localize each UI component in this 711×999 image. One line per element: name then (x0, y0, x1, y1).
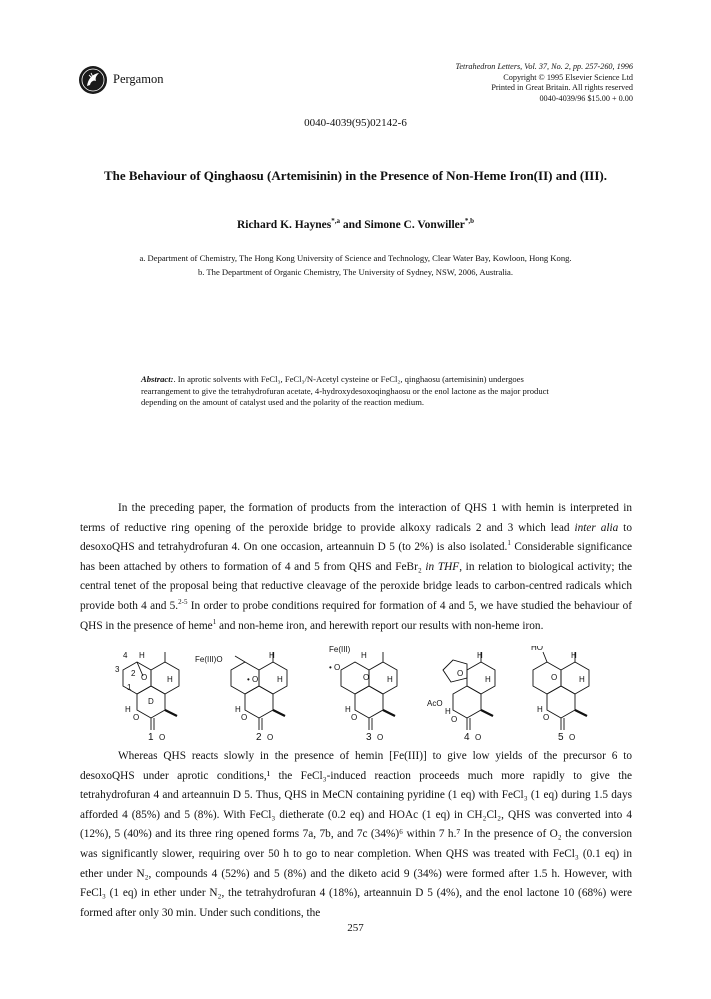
printed-line: Printed in Great Britain. All rights reserved (491, 83, 633, 93)
s3-carbonyl-o: O (377, 733, 384, 742)
s2-oxy-radical: • O (247, 675, 259, 684)
s1-position-2: 2 (131, 669, 136, 678)
s4-o-furan: O (457, 669, 464, 678)
s4-h-top: H (477, 651, 483, 660)
body-paragraph-2 (80, 747, 632, 923)
s5-o-bridge: O (551, 673, 558, 682)
body-paragraph-1 (80, 499, 632, 636)
s5-o-ring: O (543, 713, 550, 722)
s2-h-mid: H (277, 675, 283, 684)
s1-h-top: H (139, 651, 145, 660)
affiliations (0, 251, 711, 279)
page-number: 257 (347, 922, 364, 934)
s1-position-3: 3 (115, 665, 120, 674)
doi: 0040-4039(95)02142-6 (304, 117, 407, 129)
author-joiner: and (339, 219, 365, 231)
compound-number-2: 2 (256, 732, 262, 743)
s3-dot-o: • O (329, 663, 341, 672)
s2-fe3o: Fe(III)O (195, 655, 223, 664)
p1-italic-in-thf: in THF (425, 560, 460, 573)
s2-h-low: H (235, 705, 241, 714)
s1-o-bridge: O (141, 673, 148, 682)
author-vonwiller: Simone C. Vonwiller (364, 219, 465, 231)
compound-number-4: 4 (464, 732, 470, 743)
s5-h-low: H (537, 705, 543, 714)
affiliation-b: b. The Department of Organic Chemistry, The University of Sydney, NSW, 2006, Australia. (197, 267, 514, 277)
structure-2 (231, 652, 287, 730)
s5-h-mid: H (579, 675, 585, 684)
compound-number-3: 3 (366, 732, 372, 743)
publisher-name: Pergamon (113, 72, 164, 86)
issn-price-line: 0040-4039/96 $15.00 + 0.00 (539, 93, 633, 103)
s3-o-ring: O (351, 713, 358, 722)
s3-h-low: H (345, 705, 351, 714)
citation-block (456, 62, 633, 104)
s1-carbonyl-o: O (159, 733, 166, 742)
structure-5 (533, 652, 589, 730)
pergamon-logo (78, 65, 108, 95)
s5-carbonyl-o: O (569, 733, 576, 742)
s1-position-4: 4 (123, 651, 128, 660)
p1-text-c: Considerable significance has been attached by others to formation of 4 and 5 from QHS and FeBr₂ (80, 541, 632, 573)
s2-o-ring: O (241, 713, 248, 722)
s4-carbonyl-o: O (475, 733, 482, 742)
s1-position-1: 1 (127, 683, 132, 692)
s1-h-mid: H (167, 675, 173, 684)
author-haynes: Richard K. Haynes (236, 219, 332, 231)
s4-h-low: H (445, 707, 451, 716)
compound-number-5: 5 (558, 732, 564, 743)
s3-o-bridge: O (363, 673, 370, 682)
structure-3 (341, 652, 397, 730)
s5-ho: HO (531, 646, 543, 652)
s2-h-top: H (269, 651, 275, 660)
p1-text-f: and non-heme iron, and herewith report our results with non-heme iron. (216, 619, 544, 632)
p1-text-d: , in relation to biological activity; the central tenet of the proposal being that reductive cleavage of the peroxide bridge leads to carbon-centred radicals which provide both 4 and 5. (80, 560, 632, 612)
s4-aco: AcO (427, 699, 443, 708)
abstract-text: . In aprotic solvents with FeCl₃, FeCl₃/N-Acetyl cysteine or FeCl₂, qinghaosu (artemisinin) undergoes rearrangement to give the tetrahydrofuran acetate, 4-hydroxydesoxoqinghaosu or the enol lactone as the major product depending on the amount of catalyst used and the polarity of the reaction medium. (141, 374, 549, 408)
s1-h-low: H (125, 705, 131, 714)
s5-h-top: H (571, 651, 577, 660)
paper-title: The Behaviour of Qinghaosu (Artemisinin) in the Presence of Non-Heme Iron(II) and (III). (103, 168, 608, 183)
abstract (141, 374, 571, 409)
s1-ring-d: D (148, 697, 154, 706)
s3-fe3: Fe(III) (329, 646, 351, 654)
p1-text-e: In order to probe conditions required for formation of 4 and 5, we have studied the behaviour of QHS in the presence of heme (80, 599, 632, 632)
authors (0, 219, 711, 231)
chemical-structures-figure (85, 646, 625, 746)
p1-ref-2-5: 2-5 (178, 598, 188, 607)
author-vonwiller-affil: *,b (464, 217, 475, 226)
p1-ref-heme: 1 (212, 617, 217, 626)
copyright-line: Copyright © 1995 Elsevier Science Ltd (503, 72, 633, 82)
s3-h-mid: H (387, 675, 393, 684)
p1-text-b: to desoxoQHS and tetrahydrofuran 4. On one occasion, arteannuin D 5 (to 2%) is also isolated. (80, 521, 632, 554)
p1-text-a: In the preceding paper, the formation of products from the interaction of QHS 1 with hemin is interpreted in terms of reductive ring opening of the peroxide bridge to provide alkoxy radicals 2 and 3 which lead (80, 502, 632, 534)
p1-ref-1: 1 (507, 539, 511, 548)
s3-h-top: H (361, 651, 367, 660)
s2-carbonyl-o: O (267, 733, 274, 742)
abstract-label: Abstract: (141, 374, 174, 384)
affiliation-a: a. Department of Chemistry, The Hong Kong University of Science and Technology, Clear Water Bay, Kowloon, Hong Kong. (139, 253, 572, 263)
p2-text: Whereas QHS reacts slowly in the presence of hemin [Fe(III)] to give low yields of the precursor 6 to desoxoQHS under aprotic conditions,¹ the FeCl₃-induced reaction proceeds much more rapidly to give the tetrahydrofuran 4 and arteannuin D 5. Thus, QHS in MeCN containing pyridine (1 eq) with FeCl₃ (1 eq) during 1.5 days afforded 4 (85%) and 5 (8%). With FeCl₃ dietherate (0.2 eq) and HOAc (1 eq) in CH₂Cl₂, QHS was converted into 4 (12%), 5 (40%) and its three ring opened forms 7a, 7b, and 7c (34%)⁶ within 7 h.⁷ In the presence of O₂ the conversion was significantly slower, requiring over 50 h to go to near completion. When QHS was treated with FeCl₃ (0.1 eq) in ether under N₂, compounds 4 (52%) and 5 (8%) and the diketo acid 9 (34%) were formed after 1.5 h. However, with FeCl₃ (1 eq) in ether under N₂, the tetrahydrofuran 4 (18%), arteannuin D 5 (4%), and the enol lactone 10 (68%) were formed after only 30 min. Under such conditions, the (80, 750, 632, 919)
journal-citation: Tetrahedron Letters, Vol. 37, No. 2, pp. 257-260, 1996 (455, 62, 633, 71)
s1-o-ring: O (133, 713, 140, 722)
compound-number-1: 1 (148, 732, 154, 743)
s4-h-mid: H (485, 675, 491, 684)
s4-o-ring: O (451, 715, 458, 724)
author-haynes-affil: *,a (331, 217, 340, 226)
p1-italic-inter-alia: inter alia (574, 521, 619, 534)
